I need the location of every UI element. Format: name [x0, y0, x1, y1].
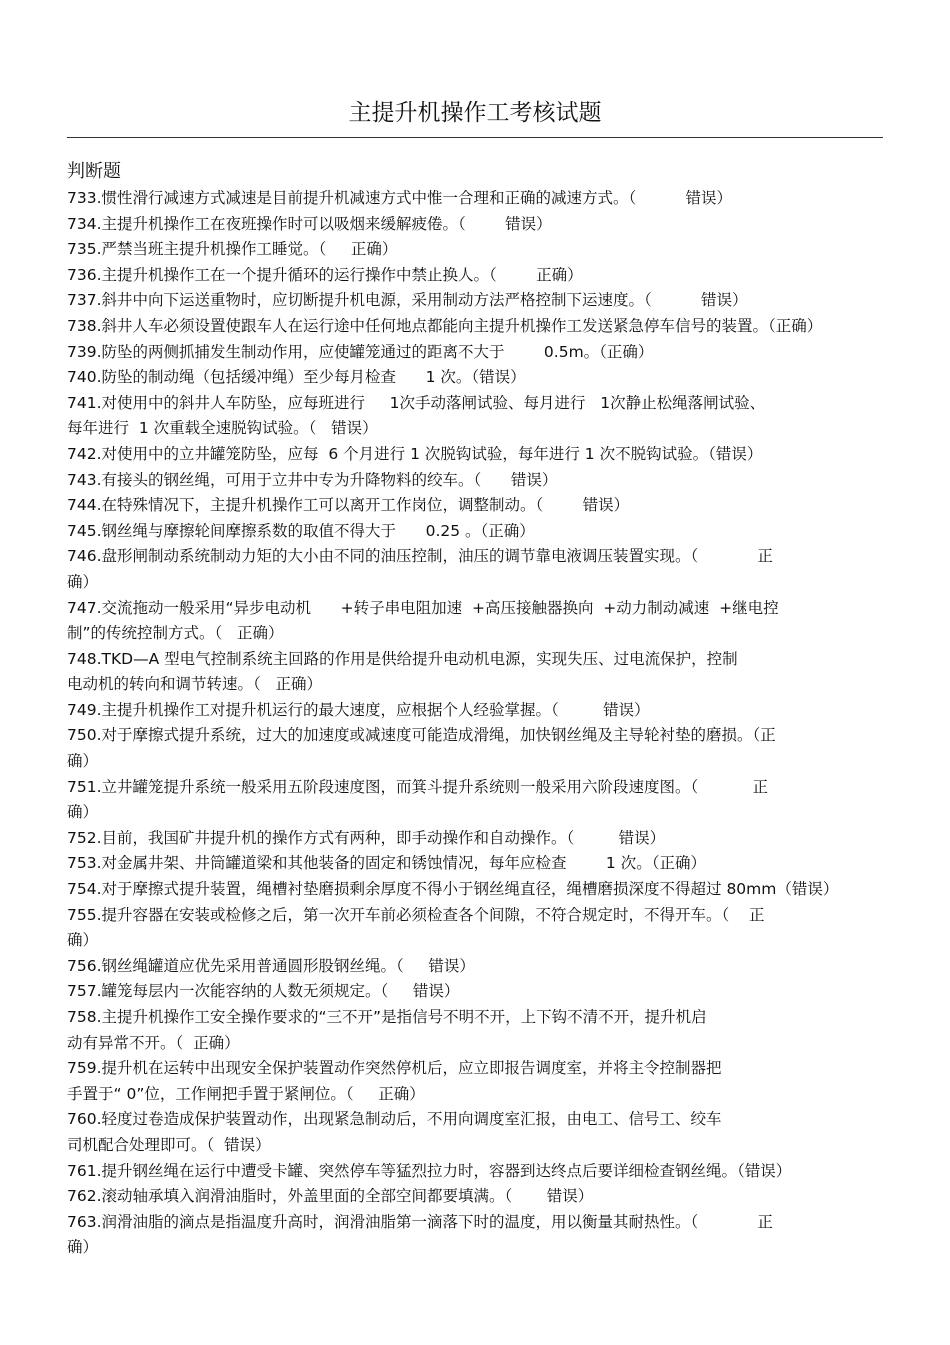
question-item	[67, 1159, 883, 1185]
question-number: 733.	[67, 189, 102, 207]
question-number: 740.	[67, 368, 102, 387]
question-number: 757.	[67, 982, 102, 1001]
question-text: 轻度过卷造成保护装置动作，出现紧急制动后，不用向调度室汇报，由电工、信号工、绞车 司机配合处理即可。（ 错误）	[67, 1110, 722, 1154]
question-text: 斜井中向下运送重物时，应切断提升机电源，采用制动方法严格控制下运速度。（ 错误）	[101, 291, 748, 310]
question-number: 743.	[67, 470, 102, 489]
question-text: 盘形闸制动系统制动力矩的大小由不同的油压控制，油压的调节靠电液调压装置实现。（ 正 确）	[67, 547, 773, 591]
question-item	[67, 851, 883, 877]
question-item	[67, 1107, 883, 1158]
question-text: 钢丝绳罐道应优先采用普通圆形股钢丝绳。（ 错误）	[101, 956, 475, 975]
question-number: 751.	[67, 777, 102, 796]
question-number: 754.	[67, 880, 102, 899]
question-text: 对于摩擦式提升系统，过大的加速度或减速度可能造成滑绳，加快钢丝绳及主导轮衬垫的磨损。（正 确）	[67, 726, 776, 771]
question-number: 734.	[67, 214, 102, 233]
question-number: 750.	[67, 726, 102, 745]
question-text: 对使用中的斜井人车防坠，应每班进行 1次手动落闸试验、每月进行 1次静止松绳落闸试验、 每年进行 1 次重载全速脱钩试验。（ 错误）	[67, 393, 766, 438]
question-number: 744.	[67, 496, 102, 515]
question-text: 提升钢丝绳在运行中遭受卡罐、突然停车等猛烈拉力时，容器到达终点后要详细检查钢丝绳。（错误）	[101, 1161, 792, 1180]
question-list	[67, 186, 883, 1261]
question-text: 提升容器在安装或检修之后，第一次开车前必须检查各个间隙，不符合规定时，不得开车。（ 正 确）	[67, 905, 765, 950]
question-text: 对使用中的立井罐笼防坠，应每 6 个月进行 1 次脱钩试验，每年进行 1 次不脱钩试验。（错误）	[101, 444, 763, 463]
question-number: 748.	[67, 649, 102, 668]
question-number: 756.	[67, 956, 102, 975]
question-item	[67, 596, 883, 647]
question-text: 滚动轴承填入润滑油脂时，外盖里面的全部空间都要填满。（ 错误）	[101, 1187, 594, 1206]
question-item	[67, 903, 883, 954]
question-item	[67, 340, 883, 366]
question-item	[67, 186, 883, 212]
question-text: 对金属井架、井筒罐道梁和其他装备的固定和锈蚀情况，每年应检查 1 次。（正确）	[101, 854, 706, 873]
question-text: 罐笼每层内一次能容纳的人数无须规定。（ 错误）	[101, 982, 460, 1001]
question-item	[67, 212, 883, 238]
question-text: 提升机在运转中出现安全保护装置动作突然停机后，应立即报告调度室，并将主令控制器把 手置于“ 0”位，工作闸把手置于紧闸位。（ 正确）	[67, 1059, 722, 1103]
question-item	[67, 365, 883, 391]
question-number: 763.	[67, 1212, 102, 1231]
page-title: 主提升机操作工考核试题	[348, 100, 602, 126]
question-item	[67, 391, 883, 442]
question-item	[67, 647, 883, 698]
title-divider	[67, 137, 883, 138]
question-number: 736.	[67, 265, 102, 284]
question-number: 735.	[67, 240, 102, 259]
question-item	[67, 544, 883, 595]
question-number: 753.	[67, 854, 102, 873]
question-item	[67, 263, 883, 289]
question-item	[67, 468, 883, 494]
question-number: 758.	[67, 1008, 102, 1026]
question-item	[67, 493, 883, 519]
question-text: 立井罐笼提升系统一般采用五阶段速度图，而箕斗提升系统则一般采用六阶段速度图。（ 正 确）	[67, 777, 768, 822]
question-item	[67, 442, 883, 468]
question-number: 747.	[67, 598, 102, 617]
question-number: 755.	[67, 905, 102, 924]
question-text: 润滑油脂的滴点是指温度升高时，润滑油脂第一滴落下时的温度，用以衡量其耐热性。（ 正 确）	[67, 1212, 773, 1257]
question-item	[67, 1210, 883, 1261]
question-text: 主提升机操作工对提升机运行的最大速度，应根据个人经验掌握。（ 错误）	[101, 700, 650, 719]
question-item	[67, 237, 883, 263]
question-text: 有接头的钢丝绳，可用于立井中专为升降物料的绞车。（ 错误）	[101, 470, 558, 489]
question-number: 762.	[67, 1187, 102, 1206]
question-text: 交流拖动一般采用“异步电动机 +转子串电阻加速 +高压接触器换向 +动力制动减速 +继电控 制”的传统控制方式。（ 正确）	[67, 598, 779, 643]
question-number: 749.	[67, 700, 102, 719]
question-item	[67, 519, 883, 545]
question-text: TKD—A 型电气控制系统主回路的作用是供给提升电动机电源，实现失压、过电流保护，控制 电动机的转向和调节转速。（ 正确）	[67, 649, 738, 694]
question-text: 主提升机操作工安全操作要求的“三不开”是指信号不明不开，上下钩不清不开，提升机启 动有异常不开。（ 正确）	[67, 1008, 707, 1052]
question-item	[67, 314, 883, 340]
question-text: 主提升机操作工在夜班操作时可以吸烟来缓解疲倦。（ 错误）	[101, 214, 552, 233]
question-item	[67, 877, 883, 903]
question-number: 760.	[67, 1110, 102, 1129]
question-item	[67, 288, 883, 314]
question-text: 目前，我国矿井提升机的操作方式有两种，即手动操作和自动操作。（ 错误）	[101, 828, 666, 847]
question-text: 对于摩擦式提升装置，绳槽衬垫磨损剩余厚度不得小于钢丝绳直径，绳槽磨损深度不得超过 80mm（错误）	[101, 880, 839, 899]
question-number: 759.	[67, 1059, 102, 1078]
question-item	[67, 723, 883, 774]
question-text: 严禁当班主提升机操作工睡觉。（ 正确）	[101, 240, 398, 259]
question-item	[67, 1184, 883, 1210]
section-heading: 判断题	[67, 161, 121, 182]
question-number: 737.	[67, 291, 102, 310]
question-item	[67, 826, 883, 852]
question-item	[67, 954, 883, 980]
question-item	[67, 698, 883, 724]
question-text: 防坠的两侧抓捕发生制动作用，应使罐笼通过的距离不大于 0.5m。（正确）	[101, 342, 654, 361]
question-item	[67, 1005, 883, 1056]
question-number: 739.	[67, 342, 102, 361]
question-number: 742.	[67, 444, 102, 463]
question-number: 752.	[67, 828, 102, 847]
question-item	[67, 979, 883, 1005]
question-number: 741.	[67, 393, 102, 412]
question-item	[67, 1056, 883, 1107]
question-item	[67, 775, 883, 826]
question-number: 746.	[67, 547, 102, 566]
question-number: 761.	[67, 1161, 102, 1180]
question-text: 在特殊情况下，主提升机操作工可以离开工作岗位，调整制动。（ 错误）	[101, 496, 630, 515]
question-text: 惯性滑行减速方式减速是目前提升机减速方式中惟一合理和正确的减速方式。（ 错误）	[101, 189, 733, 207]
question-text: 防坠的制动绳（包括缓冲绳）至少每月检查 1 次。（错误）	[101, 368, 526, 387]
question-number: 745.	[67, 521, 102, 540]
question-text: 斜井人车必须设置使跟车人在运行途中任何地点都能向主提升机操作工发送紧急停车信号的装置。（正确）	[101, 316, 823, 335]
question-text: 主提升机操作工在一个提升循环的运行操作中禁止换人。（ 正确）	[101, 265, 583, 284]
question-number: 738.	[67, 316, 102, 335]
question-text: 钢丝绳与摩擦轮间摩擦系数的取值不得大于 0.25 。（正确）	[101, 521, 535, 540]
